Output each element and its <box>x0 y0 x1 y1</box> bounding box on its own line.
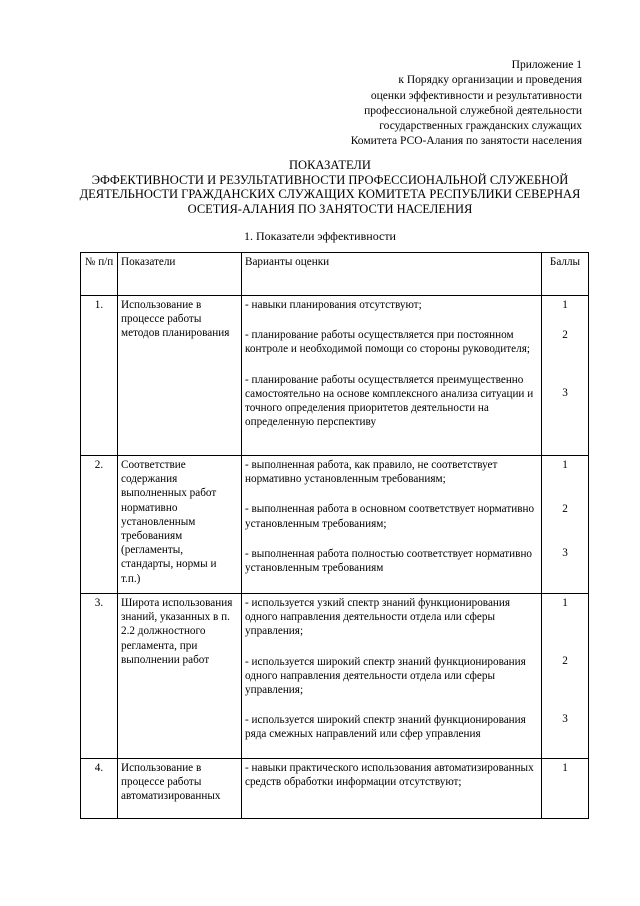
row-points <box>542 594 589 759</box>
table-row <box>81 456 589 594</box>
row-indicator: Использование в процессе работы автоматизированных <box>118 759 242 819</box>
header-num: № п/п <box>81 253 118 296</box>
row-points <box>542 296 589 456</box>
header-indicator: Показатели <box>118 253 242 296</box>
points-value: 1 <box>562 597 568 609</box>
table-row <box>81 759 589 819</box>
row-num: 1. <box>81 296 118 456</box>
points-value: 2 <box>562 655 568 668</box>
option-item: - планирование работы осуществляется при постоянном контроле и необходимой помощи со стороны руководителя; <box>245 329 530 356</box>
header-points: Баллы <box>542 253 589 296</box>
indicators-table <box>80 252 589 819</box>
appendix-block <box>282 58 582 150</box>
table-header-row <box>81 253 589 296</box>
row-options <box>242 759 542 819</box>
option-item: - выполненная работа, как правило, не соответствует нормативно установленным требованиям; <box>245 459 498 486</box>
title-line: ДЕЯТЕЛЬНОСТИ ГРАЖДАНСКИХ СЛУЖАЩИХ КОМИТЕТА РЕСПУБЛИКИ СЕВЕРНАЯ <box>79 187 581 201</box>
points-value: 3 <box>562 387 568 400</box>
header-variants: Варианты оценки <box>242 253 542 296</box>
title-line: ОСЕТИЯ-АЛАНИЯ ПО ЗАНЯТОСТИ НАСЕЛЕНИЯ <box>187 201 473 216</box>
points-value: 1 <box>562 459 568 471</box>
appendix-line: Приложение 1 <box>511 59 582 71</box>
option-item: - используется широкий спектр знаний функционирования одного направления деятельности отдела или сферы управления; <box>245 655 526 697</box>
points-value: 1 <box>562 299 568 311</box>
row-num: 2. <box>81 456 118 594</box>
option-item: - выполненная работа в основном соответствует нормативно установленным требованиям; <box>245 503 535 530</box>
row-points <box>542 759 589 819</box>
title-line: ЭФФЕКТИВНОСТИ И РЕЗУЛЬТАТИВНОСТИ ПРОФЕССИОНАЛЬНОЙ СЛУЖЕБНОЙ <box>91 172 569 187</box>
appendix-line: Комитета РСО-Алания по занятости населения <box>350 135 582 148</box>
row-options <box>242 456 542 594</box>
table-row <box>81 296 589 456</box>
points-value: 1 <box>562 762 568 774</box>
appendix-line: профессиональной служебной деятельности <box>364 104 582 117</box>
option-item: - используется узкий спектр знаний функционирования одного направления деятельности отдела или сферы управления; <box>245 597 511 638</box>
row-points <box>542 456 589 594</box>
option-item: - выполненная работа полностью соответствует нормативно установленным требованиям <box>245 547 533 575</box>
row-num: 4. <box>81 759 118 819</box>
option-item: - навыки практического использования автоматизированных средств обработки информации отсутствуют; <box>245 762 534 789</box>
section-heading: 1. Показатели эффективности <box>244 229 396 243</box>
option-item: - планирование работы осуществляется преимущественно самостоятельно на основе комплексного анализа ситуации и точного определения приоритетов деятельности на определенную перспективу <box>245 373 534 429</box>
appendix-line: к Порядку организации и проведения <box>398 74 582 87</box>
row-indicator: Использование в процессе работы методов планирования <box>118 296 242 456</box>
row-options <box>242 296 542 456</box>
document-title <box>60 158 600 216</box>
table-row <box>81 594 589 759</box>
appendix-line: оценки эффективности и результативности <box>370 89 582 102</box>
points-value: 3 <box>562 547 568 560</box>
points-value: 2 <box>562 503 568 516</box>
row-options <box>242 594 542 759</box>
appendix-line: государственных гражданских служащих <box>379 120 582 133</box>
points-value: 2 <box>562 329 568 342</box>
row-num: 3. <box>81 594 118 759</box>
row-indicator: Соответствие содержания выполненных работ нормативно установленным требованиям (регламенты, стандарты, нормы и т.п.) <box>118 456 242 594</box>
option-item: - навыки планирования отсутствуют; <box>245 299 422 311</box>
row-indicator: Широта использования знаний, указанных в п. 2.2 должностного регламента, при выполнении работ <box>118 594 242 759</box>
title-line: ПОКАЗАТЕЛИ <box>289 158 371 172</box>
option-item: - используется широкий спектр знаний функционирования ряда смежных направлений или сфер управления <box>245 714 526 741</box>
points-value: 3 <box>562 713 568 726</box>
